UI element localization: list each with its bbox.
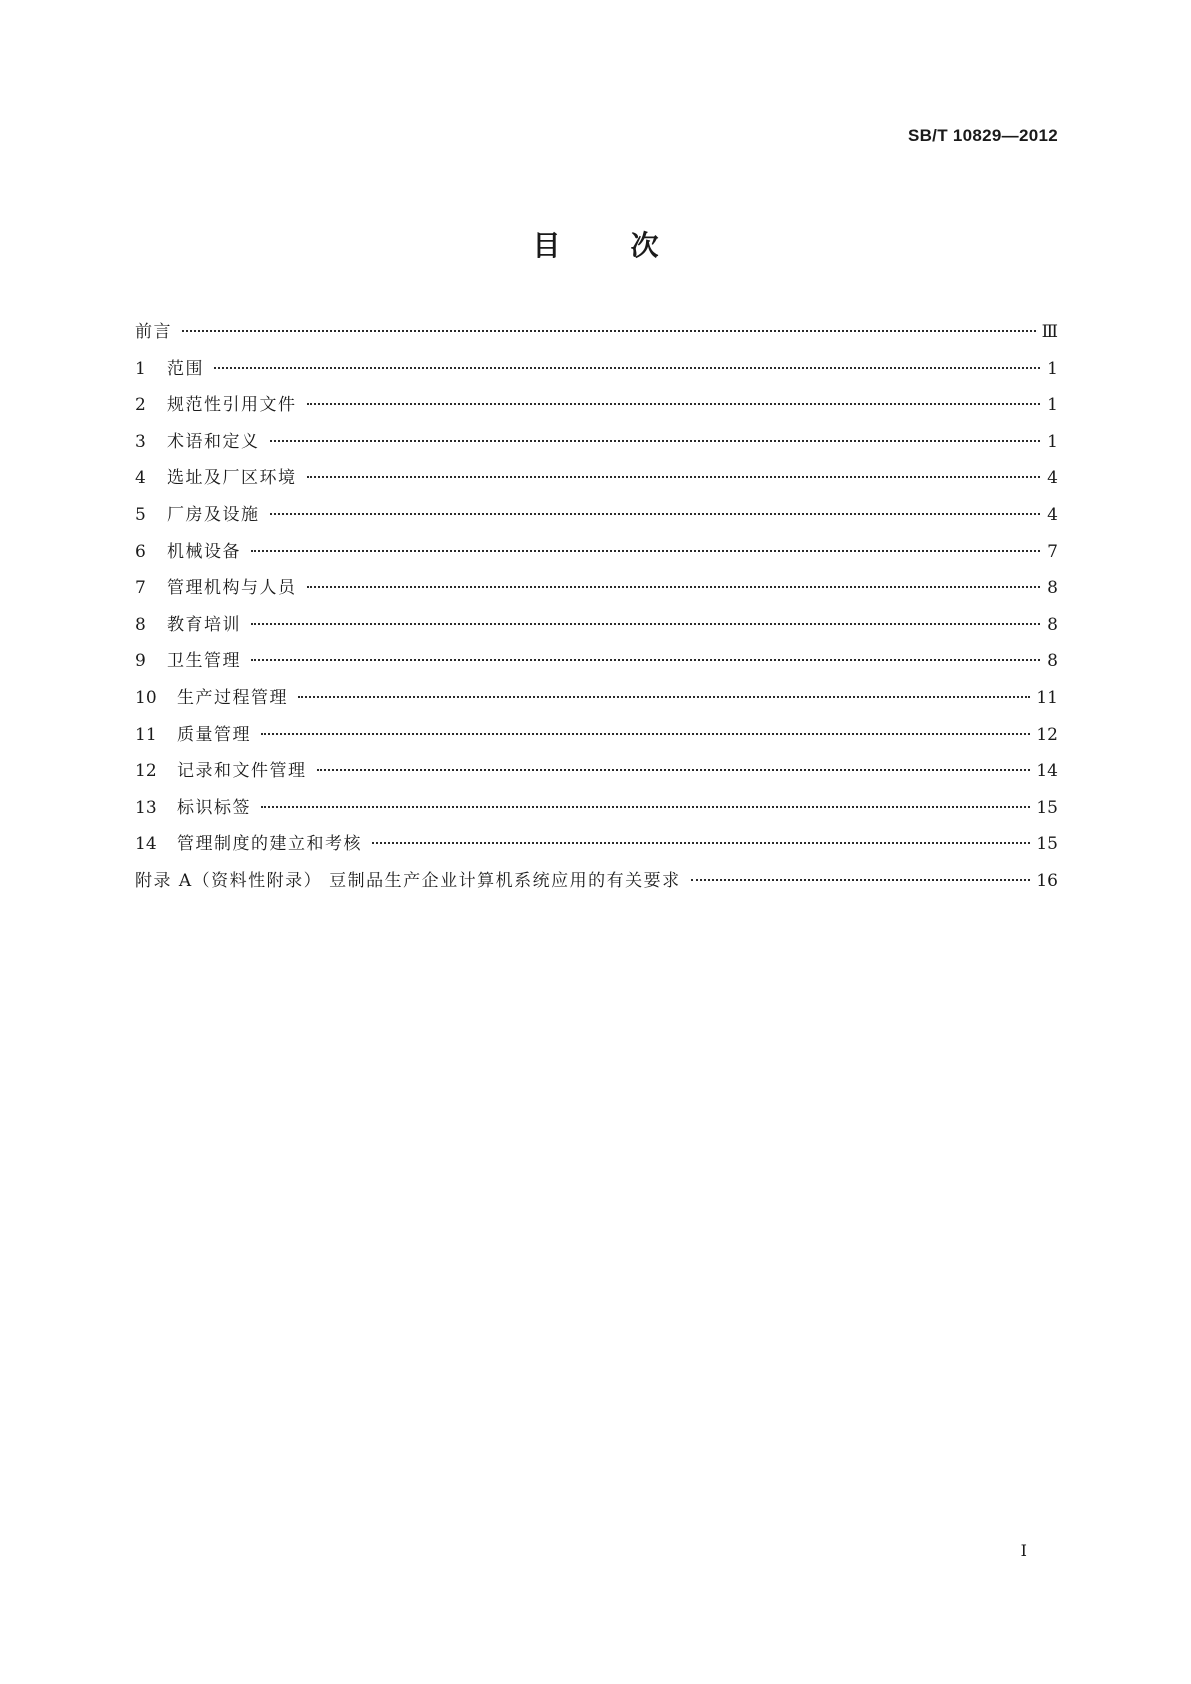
toc-entry-title: 机械设备 — [167, 541, 241, 562]
toc-entry-title: 教育培训 — [167, 614, 241, 635]
toc-entry-5[interactable] — [135, 504, 1058, 541]
toc-entry-title: 厂房及设施 — [167, 504, 260, 525]
toc-entry-2[interactable] — [135, 394, 1058, 431]
toc-title: 目次 — [532, 229, 729, 262]
toc-entry-11[interactable] — [135, 724, 1058, 761]
dot-leader — [261, 806, 1030, 808]
dot-leader — [270, 513, 1041, 515]
toc-entry-number: 8 — [135, 614, 146, 635]
toc-entry-page: Ⅲ — [1041, 322, 1058, 342]
dot-leader — [251, 659, 1040, 661]
toc-entry-page: 7 — [1047, 541, 1058, 562]
dot-leader — [182, 330, 1036, 332]
toc-entry-number: 6 — [135, 541, 146, 562]
toc-entry-7[interactable] — [135, 577, 1058, 614]
toc-entry-title: 前言 — [135, 322, 172, 342]
toc-entry-number: 1 — [135, 358, 146, 379]
toc-entry-foreword[interactable] — [135, 321, 1058, 358]
dot-leader — [307, 476, 1041, 478]
table-of-contents — [135, 321, 1058, 907]
toc-entry-title: 卫生管理 — [167, 651, 241, 672]
toc-entry-page: 8 — [1047, 578, 1058, 599]
toc-entry-page: 15 — [1036, 797, 1058, 818]
toc-entry-number: 9 — [135, 651, 146, 672]
toc-entry-number: 10 — [135, 687, 157, 708]
dot-leader — [214, 367, 1040, 369]
toc-entry-page: 8 — [1047, 651, 1058, 672]
toc-entry-3[interactable] — [135, 431, 1058, 468]
toc-entry-title: 记录和文件管理 — [177, 761, 307, 782]
toc-entry-number: 2 — [135, 395, 146, 416]
standard-number: SB/T 10829—2012 — [907, 126, 1058, 145]
dot-leader — [270, 440, 1041, 442]
toc-entry-13[interactable] — [135, 797, 1058, 834]
toc-entry-page: 15 — [1036, 834, 1058, 855]
toc-entry-14[interactable] — [135, 833, 1058, 870]
dot-leader — [307, 586, 1041, 588]
toc-entry-10[interactable] — [135, 687, 1058, 724]
toc-entry-page: 1 — [1047, 431, 1058, 452]
toc-entry-title: 管理机构与人员 — [167, 578, 297, 599]
toc-entry-number: 3 — [135, 431, 146, 452]
toc-entry-title: 范围 — [167, 358, 204, 379]
toc-entry-number: 4 — [135, 468, 146, 489]
toc-entry-page: 4 — [1047, 468, 1058, 489]
page-number: I — [1020, 1541, 1027, 1560]
toc-entry-number: 7 — [135, 578, 146, 599]
dot-leader — [307, 403, 1041, 405]
toc-entry-page: 16 — [1036, 870, 1058, 891]
toc-entry-title: 附录 A（资料性附录） 豆制品生产企业计算机系统应用的有关要求 — [135, 870, 681, 891]
toc-entry-appendix-a[interactable] — [135, 870, 1058, 907]
toc-entry-title: 规范性引用文件 — [167, 395, 297, 416]
toc-entry-title: 质量管理 — [177, 724, 251, 745]
dot-leader — [251, 623, 1040, 625]
toc-entry-number: 14 — [135, 834, 157, 855]
toc-entry-number: 12 — [135, 761, 157, 782]
toc-entry-9[interactable] — [135, 650, 1058, 687]
toc-entry-page: 8 — [1047, 614, 1058, 635]
toc-entry-title: 术语和定义 — [167, 431, 260, 452]
toc-entry-title: 标识标签 — [177, 797, 251, 818]
toc-entry-12[interactable] — [135, 760, 1058, 797]
toc-entry-page: 1 — [1047, 395, 1058, 416]
toc-entry-page: 1 — [1047, 358, 1058, 379]
toc-entry-8[interactable] — [135, 614, 1058, 651]
dot-leader — [261, 733, 1030, 735]
dot-leader — [691, 879, 1031, 881]
toc-entry-number: 13 — [135, 797, 157, 818]
toc-entry-title: 生产过程管理 — [177, 687, 288, 708]
dot-leader — [372, 842, 1030, 844]
toc-entry-4[interactable] — [135, 467, 1058, 504]
toc-entry-page: 4 — [1047, 504, 1058, 525]
toc-entry-page: 14 — [1036, 761, 1058, 782]
toc-entry-number: 5 — [135, 504, 146, 525]
toc-entry-page: 11 — [1036, 687, 1058, 708]
toc-entry-page: 12 — [1036, 724, 1058, 745]
toc-entry-title: 管理制度的建立和考核 — [177, 834, 362, 855]
toc-entry-6[interactable] — [135, 541, 1058, 578]
dot-leader — [298, 696, 1030, 698]
toc-entry-title: 选址及厂区环境 — [167, 468, 297, 489]
dot-leader — [251, 550, 1040, 552]
toc-entry-1[interactable] — [135, 358, 1058, 395]
toc-entry-number: 11 — [135, 724, 157, 745]
dot-leader — [317, 769, 1031, 771]
